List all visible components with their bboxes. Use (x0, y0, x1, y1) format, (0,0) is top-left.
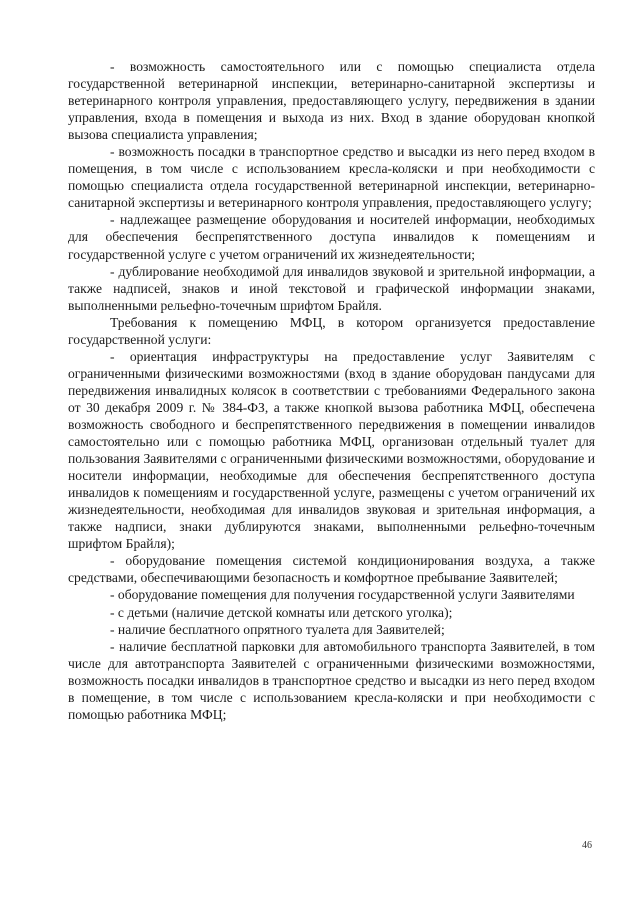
paragraph-10: - наличие бесплатного опрятного туалета для Заявителей; (110, 621, 445, 637)
document-body (68, 58, 595, 723)
paragraph-11: - наличие бесплатной парковки для автомобильного транспорта Заявителей, в том числе для автотранспорта Заявителей с ограниченными физическими возможностями, возможность посадки инвалидов в транспортное средство и высадки из него перед входом в помещение, в том числе с использованием кресла-коляски и при необходимости с помощью работника МФЦ; (68, 638, 595, 722)
page-number: 46 (582, 840, 592, 851)
paragraph-1: - возможность самостоятельного или с помощью специалиста отдела государственной ветеринарной инспекции, ветеринарно-санитарной экспертизы и ветеринарного контроля управления, предоставляющего услугу, передвижения в здании управления, входа в помещения и выхода из них. Вход в здание оборудован кнопкой вызова специалиста управления; (68, 59, 595, 143)
paragraph-6: - ориентация инфраструктуры на предоставление услуг Заявителям с ограниченными физическими возможностями (вход в здание оборудован пандусами для передвижения инвалидных колясок в соответствии с требованиями Федерального закона от 30 декабря 2009 г. № 384-ФЗ, а также кнопкой вызова работника МФЦ, обеспечена возможность свободного и беспрепятственного передвижения в помещении инвалидов самостоятельно или с помощью работника МФЦ, организован отдельный туалет для пользования Заявителями с ограниченными физическими возможностями, оборудование и носители информации, необходимые для обеспечения беспрепятственного доступа инвалидов к помещениям и государственной услуге, размещены с учетом ограничений их жизнедеятельности, необходимая для инвалидов звуковая и зрительная информация, а также надписи, знаки дублируются знаками, выполненными рельефно-точечным шрифтом Брайля); (68, 348, 595, 552)
paragraph-7: - оборудование помещения системой кондиционирования воздуха, а также средствами, обеспечивающими безопасность и комфортное пребывание Заявителей; (68, 553, 595, 586)
paragraph-5: Требования к помещению МФЦ, в котором организуется предоставление государственной услуги: (68, 314, 595, 347)
paragraph-9: - с детьми (наличие детской комнаты или детского уголка); (110, 604, 453, 620)
paragraph-8: - оборудование помещения для получения государственной услуги Заявителями (110, 587, 575, 603)
paragraph-3: - надлежащее размещение оборудования и носителей информации, необходимых для обеспечения беспрепятственного доступа инвалидов к помещениям и государственной услуге с учетом ограничений их жизнедеятельности; (68, 212, 595, 262)
paragraph-4: - дублирование необходимой для инвалидов звуковой и зрительной информации, а также надписей, знаков и иной текстовой и графической информации знаками, выполненными рельефно-точечным шрифтом Брайля. (68, 263, 595, 313)
paragraph-2: - возможность посадки в транспортное средство и высадки из него перед входом в помещения, в том числе с использованием кресла-коляски и при необходимости с помощью специалиста отдела государственной ветеринарной инспекции, ветеринарно-санитарной экспертизы и ветеринарного контроля управления, предоставляющего услугу; (68, 144, 595, 211)
